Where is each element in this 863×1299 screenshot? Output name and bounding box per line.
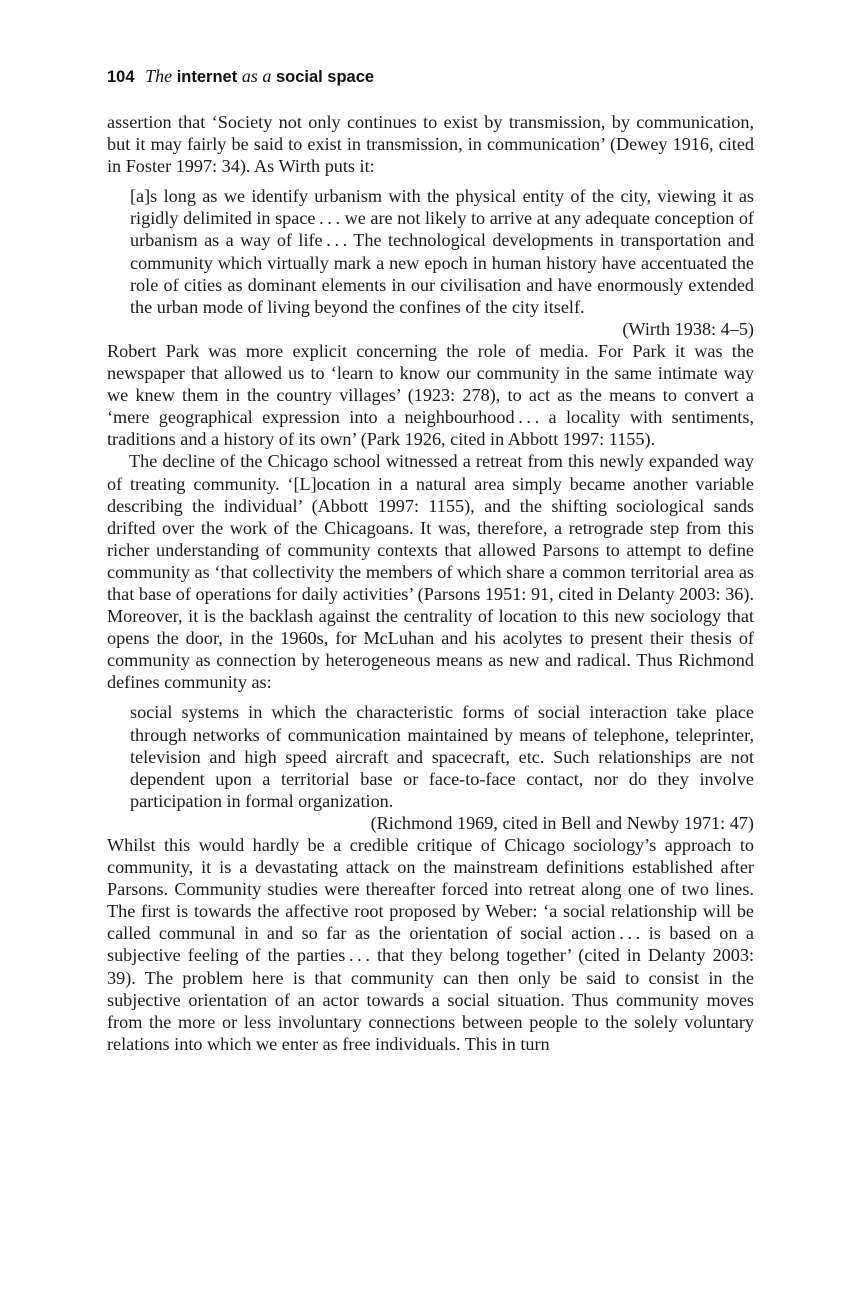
book-page xyxy=(107,64,754,1055)
running-head-title-italic-2: as a xyxy=(241,66,272,86)
block-quote-richmond-text: social systems in which the characteristic forms of social interaction take place through networks of communication maintained by means of telephone, teleprinter, television and high speed aircraft and spacecraft, etc. Such relationships are not dependent upon a territorial base or face-to-face contact, nor do they involve participation in formal organization. xyxy=(130,702,754,811)
running-head-title-bold-1: internet xyxy=(176,68,238,86)
running-head xyxy=(107,64,754,89)
paragraph-chicago-decline: The decline of the Chicago school witnessed a retreat from this newly expanded way of treating community. ‘[L]ocation in a natural area simply became another variable describing the individual’ (Abbott 1997: 1155), and the shifting sociological sands drifted over the work of the Chicagoans. It was, therefore, a retrograde step from this richer understanding of community contexts that allowed Parsons to attempt to define community as ‘that collectivity the members of which share a common territorial area as that base of operations for daily activities’ (Parsons 1951: 91, cited in Delanty 2003: 36). Moreover, it is the backlash against the centrality of location to this new sociology that opens the door, in the 1960s, for McLuhan and his acolytes to present their thesis of community as connection by heterogeneous means as new and radical. Thus Richmond defines community as: xyxy=(107,451,754,693)
block-quote-richmond xyxy=(130,701,754,834)
paragraph-dewey: assertion that ‘Society not only continues to exist by transmission, by communication, but it may fairly be said to exist in transmission, in communication’ (Dewey 1916, cited in Foster 1997: 34). As Wirth puts it: xyxy=(107,112,754,177)
block-quote-richmond-citation: (Richmond 1969, cited in Bell and Newby 1971: 47) xyxy=(370,812,754,833)
paragraph-weber: Whilst this would hardly be a credible critique of Chicago sociology’s approach to community, it is a devastating attack on the mainstream definitions established after Parsons. Community studies were thereafter forced into retreat along one of two lines. The first is towards the affective root proposed by Weber: ‘a social relationship will be called communal in and so far as the orientation of social action . . . is based on a subjective feeling of the parties . . . that they belong together’ (cited in Delanty 2003: 39). The problem here is that community can then only be said to consist in the subjective orientation of an actor towards a social situation. Thus community moves from the more or less involuntary connections between people to the solely voluntary relations into which we enter as free individuals. This in turn xyxy=(107,835,754,1054)
block-quote-wirth-citation: (Wirth 1938: 4–5) xyxy=(622,318,754,339)
block-quote-wirth-text: [a]s long as we identify urbanism with the physical entity of the city, viewing it as rigidly delimited in space . . . we are not likely to arrive at any adequate conception of urbanism as a way of life . . . The technological developments in transportation and community which virtually mark a new epoch in human history have accentuated the role of cities as dominant elements in our civilisation and have enormously extended the urban mode of living beyond the confines of the city itself. xyxy=(130,186,754,317)
paragraph-park: Robert Park was more explicit concerning the role of media. For Park it was the newspaper that allowed us to ‘learn to know our community in the same intimate way we knew them in the country villages’ (1923: 278), to act as the means to convert a ‘mere geographical expression into a neighbourhood . . . a locality with sentiments, traditions and a history of its own’ (Park 1926, cited in Abbott 1997: 1155). xyxy=(107,340,754,450)
block-quote-wirth xyxy=(130,185,754,340)
running-head-title-italic-1: The xyxy=(145,66,173,86)
running-head-title-bold-2: social space xyxy=(275,68,375,86)
page-number: 104 xyxy=(107,68,135,86)
